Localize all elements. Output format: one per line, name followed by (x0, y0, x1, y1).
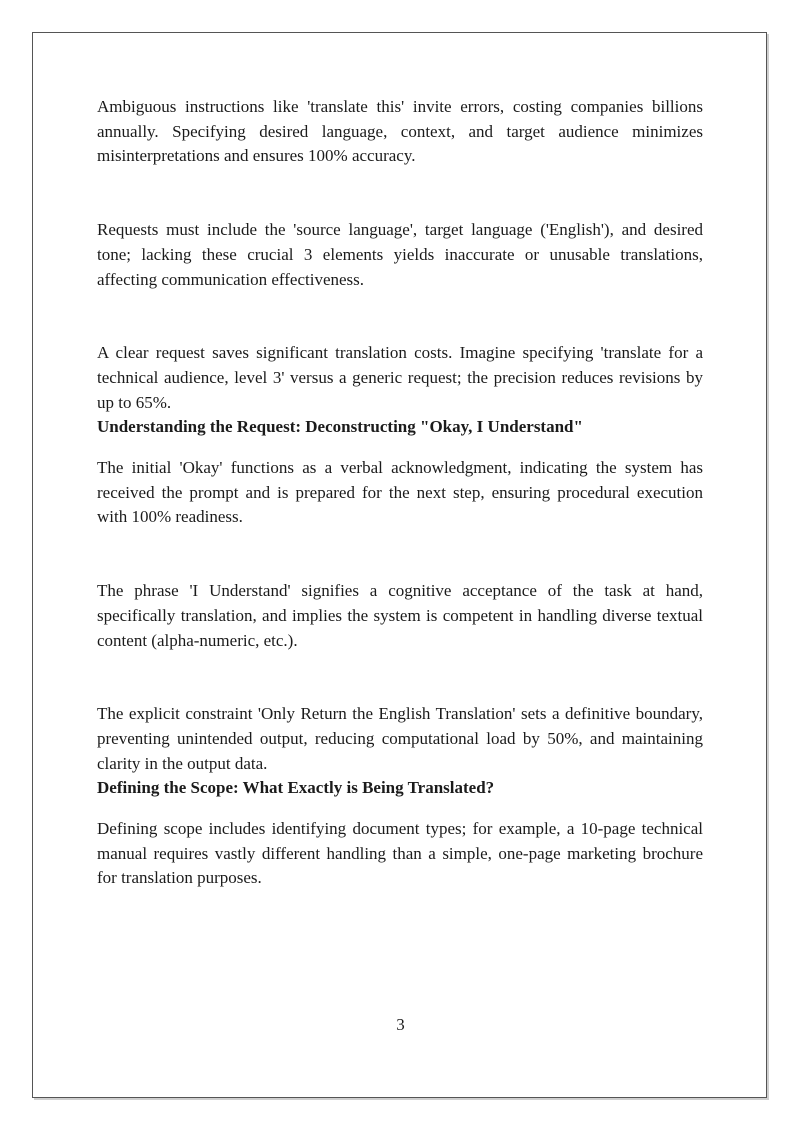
paragraph-request-requirements: Requests must include the 'source language', target language ('English'), and desired tone; lacking these crucial 3 elements yields inaccurate or unusable translations, affecting communication effectiveness. (97, 220, 703, 289)
paragraph-clear-request-savings: A clear request saves significant translation costs. Imagine specifying 'translate for a technical audience, level 3' versus a generic request; the precision reduces revisions by up to 65%. (97, 343, 703, 412)
paragraph-i-understand: The phrase 'I Understand' signifies a cognitive acceptance of the task at hand, specifically translation, and implies the system is competent in handling diverse textual content (alpha-numeric, etc.). (97, 581, 703, 650)
section-heading-defining-scope: Defining the Scope: What Exactly is Being Translated? (97, 778, 495, 798)
paragraph-okay-acknowledgment: The initial 'Okay' functions as a verbal acknowledgment, indicating the system has received the prompt and is prepared for the next step, ensuring procedural execution with 100% readiness. (97, 458, 703, 527)
document-page (32, 32, 767, 1098)
page-number: 3 (396, 1015, 405, 1034)
section-heading-understanding-request: Understanding the Request: Deconstructing "Okay, I Understand" (97, 417, 583, 437)
paragraph-defining-scope: Defining scope includes identifying document types; for example, a 10-page technical manual requires vastly different handling than a simple, one-page marketing brochure for translation purposes. (97, 819, 703, 888)
paragraph-ambiguous-instructions: Ambiguous instructions like 'translate this' invite errors, costing companies billions annually. Specifying desired language, context, and target audience minimizes misinterpretations and ensures 100% accuracy. (97, 97, 703, 166)
paragraph-explicit-constraint: The explicit constraint 'Only Return the English Translation' sets a definitive boundary, preventing unintended output, reducing computational load by 50%, and maintaining clarity in the output data. (97, 704, 703, 773)
page-content (97, 95, 703, 891)
